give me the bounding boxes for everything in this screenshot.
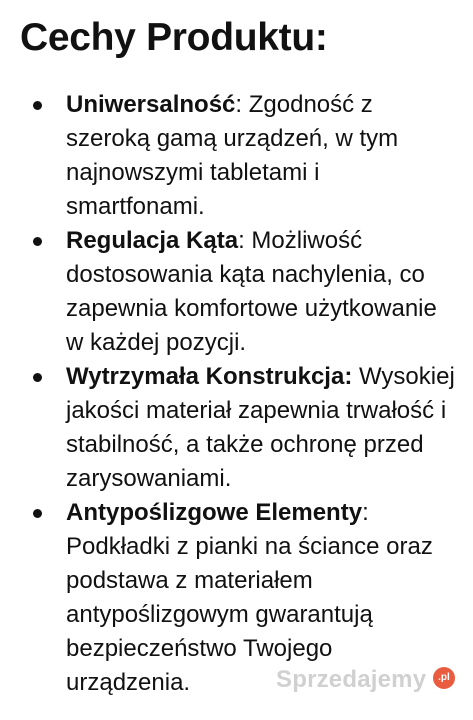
feature-description: : Zgodność z szeroką gamą urządzeń, w tym najnowszymi tabletami i smartfonami. xyxy=(66,91,399,220)
bullet-icon xyxy=(33,237,42,246)
feature-description: : Możliwość dostosowania kąta nachylenia, co zapewnia komfortowe użytkowanie w każdej pozycji. xyxy=(66,227,437,356)
bullet-icon xyxy=(33,101,42,110)
feature-description: : Podkładki z pianki na ściance oraz podstawa z materiałem antypoślizgowym gwarantują bezpieczeństwo Twojego urządzenia. xyxy=(66,499,433,696)
watermark-badge-icon: .pl xyxy=(433,667,455,689)
feature-title: Regulacja Kąta xyxy=(66,227,239,254)
feature-title: Antypoślizgowe Elementy xyxy=(66,499,363,526)
feature-item-uniwersalnosc xyxy=(0,88,473,224)
bullet-icon xyxy=(33,509,42,518)
feature-description: Wysokiej jakości materiał zapewnia trwałość i stabilność, a także ochronę przed zarysowaniami. xyxy=(66,363,455,492)
feature-title: Uniwersalność xyxy=(66,91,236,118)
feature-item-wytrzymala-konstrukcja xyxy=(0,360,473,496)
feature-item-regulacja-kata xyxy=(0,224,473,360)
feature-title: Wytrzymała Konstrukcja: xyxy=(66,363,353,390)
feature-list xyxy=(0,88,473,700)
bullet-icon xyxy=(33,373,42,382)
watermark-text: Sprzedajemy xyxy=(276,666,427,693)
page-title: Cechy Produktu: xyxy=(20,16,328,59)
